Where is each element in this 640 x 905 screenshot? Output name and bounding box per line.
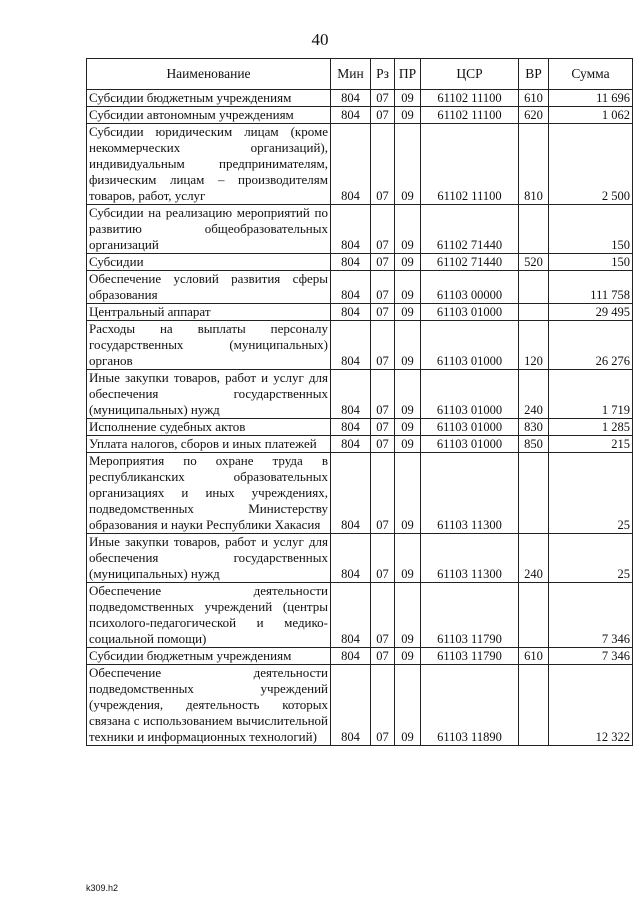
table-row <box>87 665 633 746</box>
cell-min: 804 <box>331 304 371 321</box>
cell-pr: 09 <box>395 107 421 124</box>
cell-min: 804 <box>331 254 371 271</box>
cell-pr: 09 <box>395 304 421 321</box>
cell-min: 804 <box>331 124 371 205</box>
cell-sum: 215 <box>549 436 633 453</box>
cell-csr: 61102 11100 <box>421 90 519 107</box>
cell-csr: 61103 01000 <box>421 436 519 453</box>
table-row <box>87 436 633 453</box>
cell-pr: 09 <box>395 665 421 746</box>
cell-min: 804 <box>331 370 371 419</box>
header-sum: Сумма <box>549 59 633 90</box>
cell-sum: 1 719 <box>549 370 633 419</box>
cell-rz: 07 <box>371 419 395 436</box>
cell-name: Уплата налогов, сборов и иных платежей <box>87 436 331 453</box>
cell-sum: 25 <box>549 453 633 534</box>
cell-vr: 520 <box>519 254 549 271</box>
cell-pr: 09 <box>395 90 421 107</box>
table-row <box>87 271 633 304</box>
cell-rz: 07 <box>371 534 395 583</box>
cell-sum: 29 495 <box>549 304 633 321</box>
cell-min: 804 <box>331 436 371 453</box>
cell-name: Обеспечение условий развития сферы образования <box>87 271 331 304</box>
cell-csr: 61103 01000 <box>421 370 519 419</box>
cell-pr: 09 <box>395 205 421 254</box>
cell-csr: 61102 11100 <box>421 124 519 205</box>
cell-min: 804 <box>331 648 371 665</box>
cell-name: Иные закупки товаров, работ и услуг для обеспечения государственных (муниципальных) нужд <box>87 534 331 583</box>
cell-pr: 09 <box>395 534 421 583</box>
cell-vr: 240 <box>519 370 549 419</box>
table-row <box>87 107 633 124</box>
cell-vr <box>519 583 549 648</box>
cell-sum: 12 322 <box>549 665 633 746</box>
cell-min: 804 <box>331 321 371 370</box>
table-row <box>87 419 633 436</box>
cell-csr: 61103 01000 <box>421 419 519 436</box>
cell-csr: 61102 11100 <box>421 107 519 124</box>
cell-name: Иные закупки товаров, работ и услуг для обеспечения государственных (муниципальных) нужд <box>87 370 331 419</box>
cell-vr: 120 <box>519 321 549 370</box>
cell-rz: 07 <box>371 436 395 453</box>
cell-pr: 09 <box>395 124 421 205</box>
cell-min: 804 <box>331 205 371 254</box>
cell-rz: 07 <box>371 271 395 304</box>
cell-min: 804 <box>331 90 371 107</box>
cell-vr <box>519 304 549 321</box>
cell-csr: 61102 71440 <box>421 254 519 271</box>
cell-rz: 07 <box>371 124 395 205</box>
cell-vr: 850 <box>519 436 549 453</box>
cell-name: Обеспечение деятельности подведомственных учреждений (учреждения, деятельность которых связана с использованием вычислительной техники и информационных технологий) <box>87 665 331 746</box>
cell-rz: 07 <box>371 254 395 271</box>
cell-vr: 810 <box>519 124 549 205</box>
table-header-row <box>87 59 633 90</box>
cell-sum: 26 276 <box>549 321 633 370</box>
table-row <box>87 254 633 271</box>
page-number: 40 <box>311 30 329 49</box>
cell-min: 804 <box>331 665 371 746</box>
cell-min: 804 <box>331 271 371 304</box>
cell-sum: 150 <box>549 254 633 271</box>
cell-min: 804 <box>331 583 371 648</box>
table-row <box>87 321 633 370</box>
table-row <box>87 370 633 419</box>
cell-rz: 07 <box>371 304 395 321</box>
cell-sum: 25 <box>549 534 633 583</box>
cell-csr: 61103 11300 <box>421 534 519 583</box>
header-min: Мин <box>331 59 371 90</box>
cell-rz: 07 <box>371 107 395 124</box>
cell-sum: 1 285 <box>549 419 633 436</box>
cell-rz: 07 <box>371 453 395 534</box>
cell-pr: 09 <box>395 419 421 436</box>
cell-name: Исполнение судебных актов <box>87 419 331 436</box>
cell-vr: 610 <box>519 648 549 665</box>
cell-sum: 150 <box>549 205 633 254</box>
cell-vr <box>519 205 549 254</box>
cell-sum: 2 500 <box>549 124 633 205</box>
cell-sum: 111 758 <box>549 271 633 304</box>
cell-sum: 11 696 <box>549 90 633 107</box>
cell-pr: 09 <box>395 436 421 453</box>
table-row <box>87 534 633 583</box>
cell-vr: 240 <box>519 534 549 583</box>
table-row <box>87 453 633 534</box>
cell-pr: 09 <box>395 271 421 304</box>
cell-csr: 61102 71440 <box>421 205 519 254</box>
cell-csr: 61103 01000 <box>421 321 519 370</box>
cell-rz: 07 <box>371 205 395 254</box>
cell-name: Субсидии юридическим лицам (кроме некоммерческих организаций), индивидуальным предпринимателям, физическим лицам – производителям товаров, работ, услуг <box>87 124 331 205</box>
budget-table <box>86 58 633 746</box>
cell-vr: 830 <box>519 419 549 436</box>
cell-pr: 09 <box>395 583 421 648</box>
cell-pr: 09 <box>395 648 421 665</box>
cell-vr: 610 <box>519 90 549 107</box>
cell-csr: 61103 00000 <box>421 271 519 304</box>
table-row <box>87 90 633 107</box>
cell-min: 804 <box>331 107 371 124</box>
cell-sum: 7 346 <box>549 648 633 665</box>
cell-name: Субсидии <box>87 254 331 271</box>
cell-csr: 61103 11890 <box>421 665 519 746</box>
cell-name: Субсидии бюджетным учреждениям <box>87 90 331 107</box>
cell-rz: 07 <box>371 583 395 648</box>
cell-pr: 09 <box>395 321 421 370</box>
cell-name: Субсидии на реализацию мероприятий по развитию общеобразовательных организаций <box>87 205 331 254</box>
header-csr: ЦСР <box>421 59 519 90</box>
table-row <box>87 124 633 205</box>
header-name: Наименование <box>87 59 331 90</box>
header-pr: ПР <box>395 59 421 90</box>
cell-name: Субсидии бюджетным учреждениям <box>87 648 331 665</box>
cell-csr: 61103 11790 <box>421 583 519 648</box>
cell-rz: 07 <box>371 370 395 419</box>
cell-sum: 7 346 <box>549 583 633 648</box>
cell-pr: 09 <box>395 370 421 419</box>
cell-vr <box>519 271 549 304</box>
cell-name: Расходы на выплаты персоналу государственных (муниципальных) органов <box>87 321 331 370</box>
cell-sum: 1 062 <box>549 107 633 124</box>
cell-vr <box>519 665 549 746</box>
table-row <box>87 304 633 321</box>
cell-pr: 09 <box>395 453 421 534</box>
footer-code: k309.h2 <box>86 883 119 893</box>
cell-csr: 61103 11790 <box>421 648 519 665</box>
table-row <box>87 648 633 665</box>
table-body <box>87 90 633 746</box>
cell-min: 804 <box>331 534 371 583</box>
cell-name: Мероприятия по охране труда в республиканских образовательных организациях и иных учреждениях, подведомственных Министерству образования и науки Республики Хакасия <box>87 453 331 534</box>
cell-rz: 07 <box>371 665 395 746</box>
cell-min: 804 <box>331 419 371 436</box>
cell-name: Обеспечение деятельности подведомственных учреждений (центры психолого-педагогической и медико-социальной помощи) <box>87 583 331 648</box>
cell-vr: 620 <box>519 107 549 124</box>
cell-csr: 61103 11300 <box>421 453 519 534</box>
cell-rz: 07 <box>371 321 395 370</box>
cell-name: Центральный аппарат <box>87 304 331 321</box>
cell-vr <box>519 453 549 534</box>
cell-csr: 61103 01000 <box>421 304 519 321</box>
cell-pr: 09 <box>395 254 421 271</box>
cell-min: 804 <box>331 453 371 534</box>
header-vr: ВР <box>519 59 549 90</box>
cell-rz: 07 <box>371 648 395 665</box>
header-rz: Рз <box>371 59 395 90</box>
table-row <box>87 205 633 254</box>
cell-rz: 07 <box>371 90 395 107</box>
cell-name: Субсидии автономным учреждениям <box>87 107 331 124</box>
table-row <box>87 583 633 648</box>
